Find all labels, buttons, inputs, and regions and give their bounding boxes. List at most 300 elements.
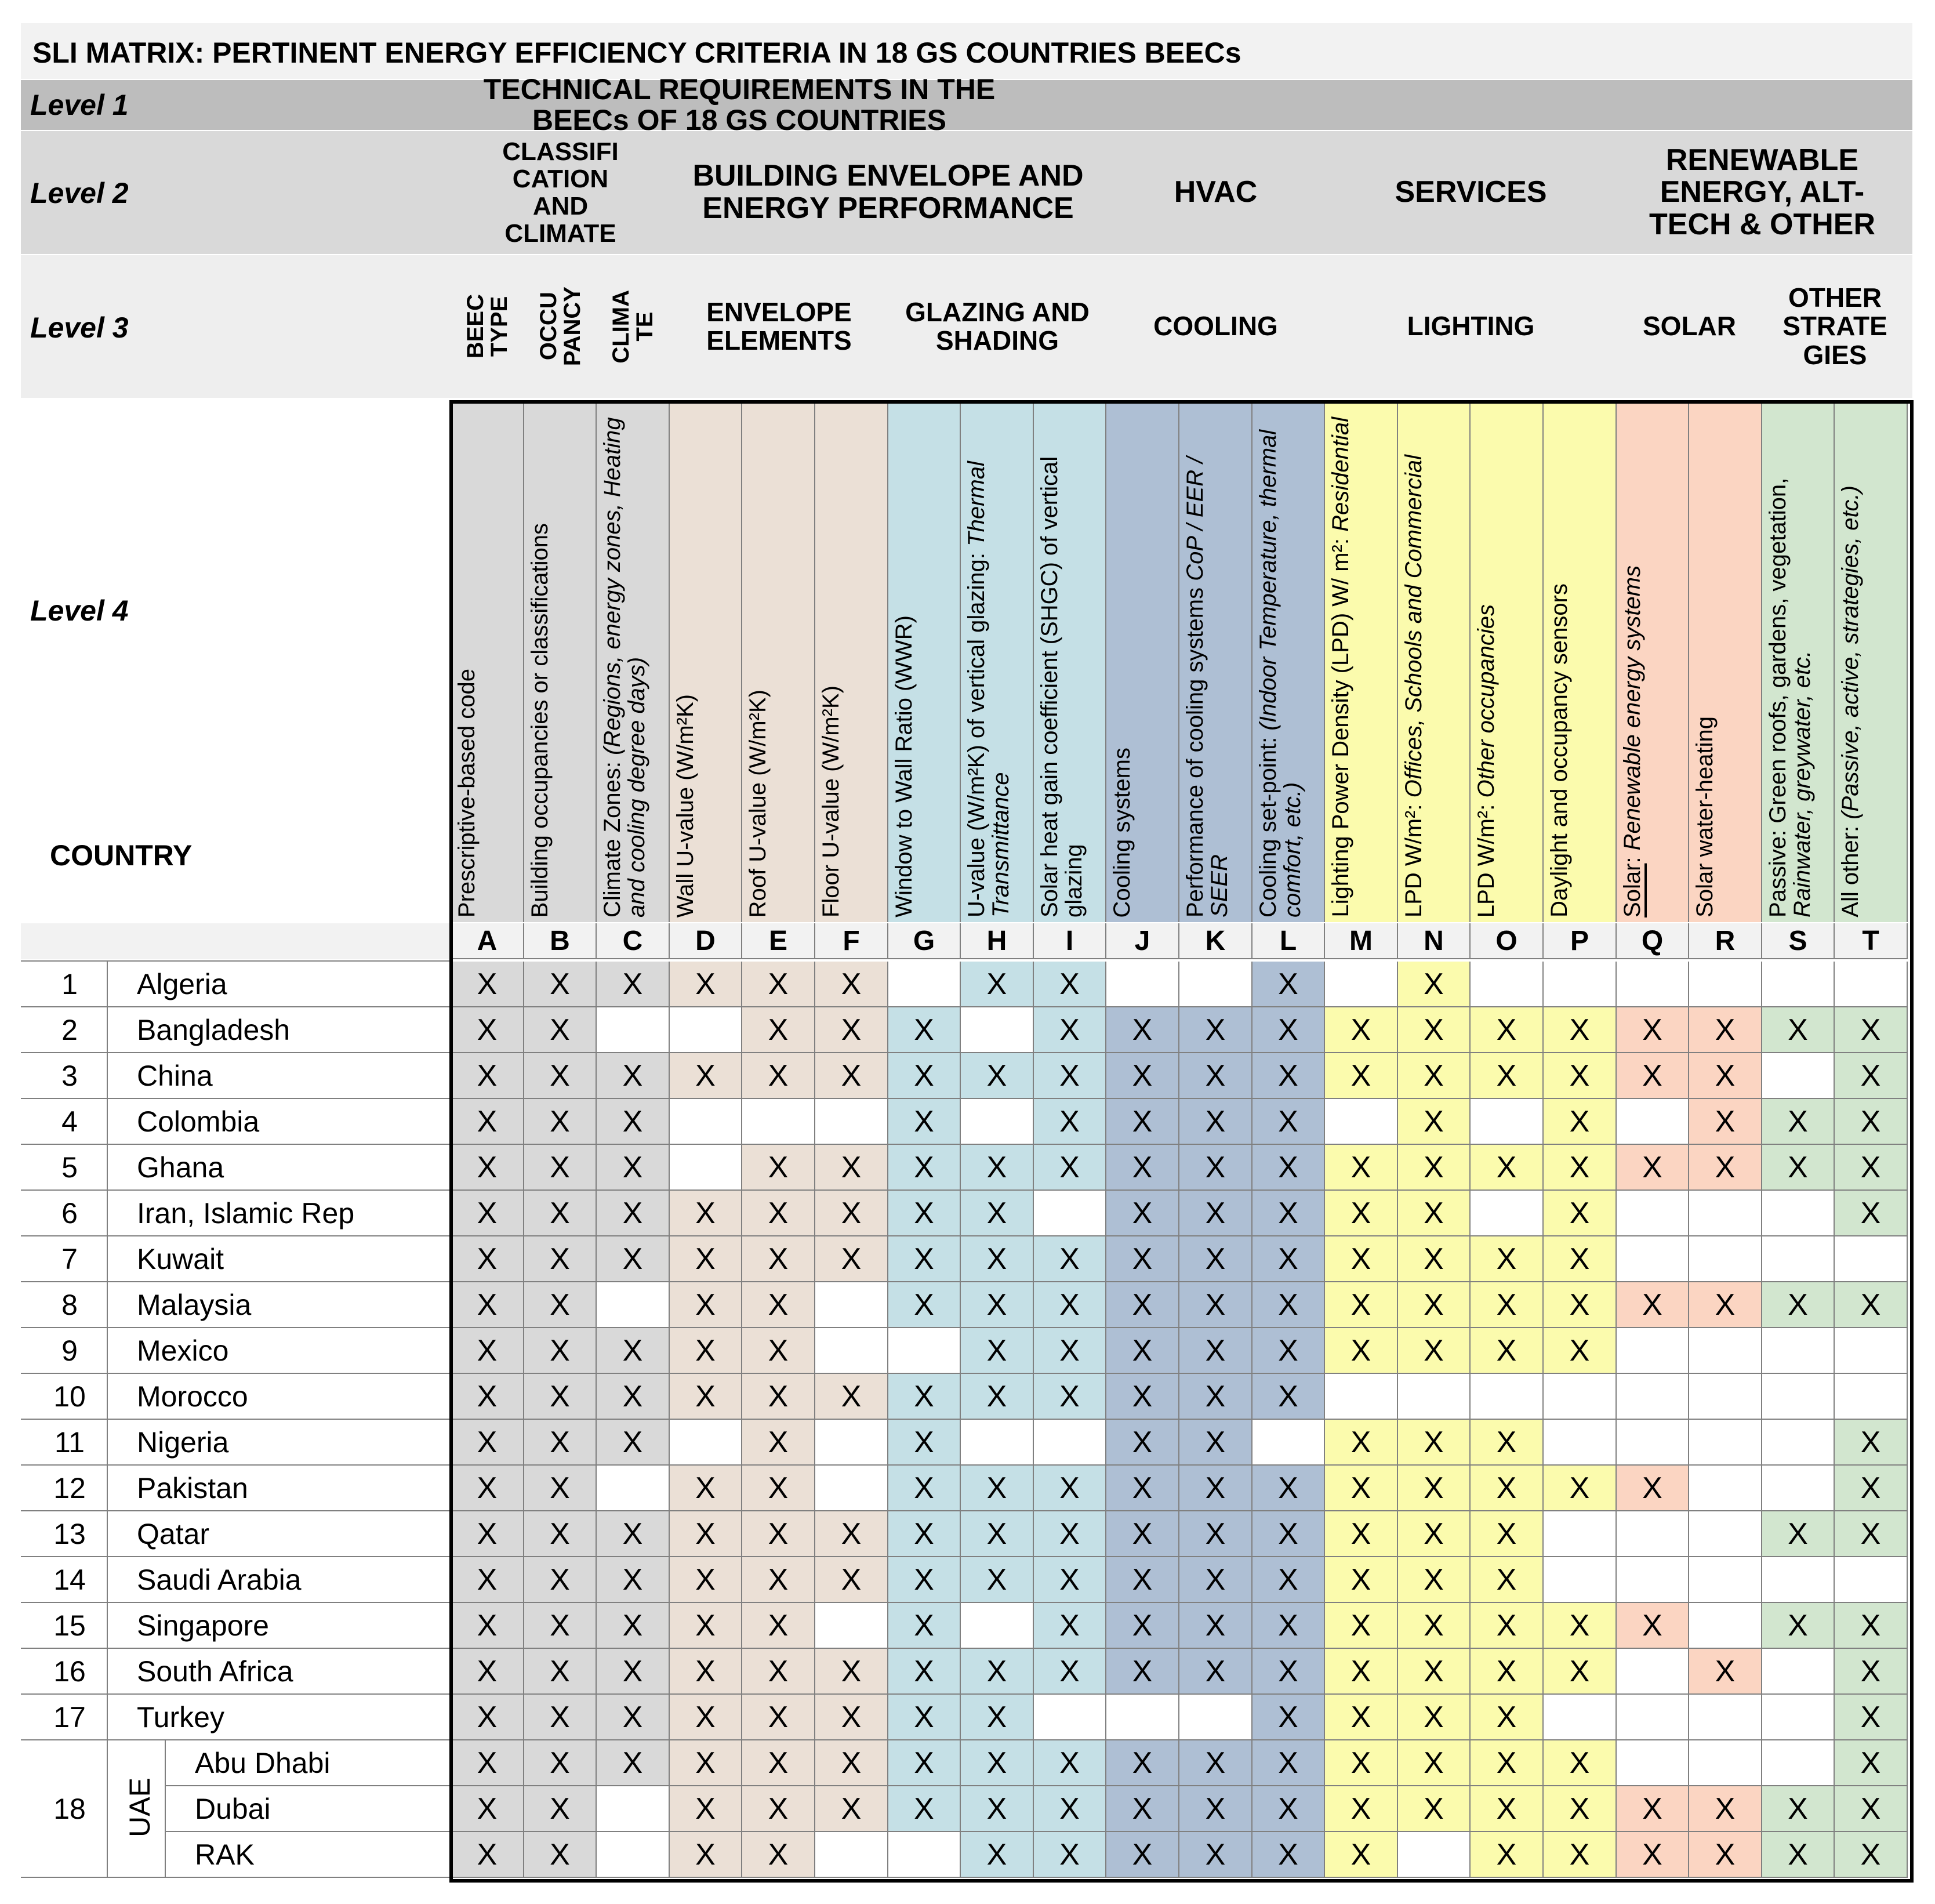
- matrix-cell: [670, 1099, 742, 1145]
- matrix-cell: [1689, 1603, 1762, 1649]
- matrix-cell: X: [1544, 1007, 1617, 1053]
- matrix-cell: X: [815, 1695, 888, 1740]
- matrix-cell: X: [1325, 1328, 1398, 1374]
- column-description-text: [1766, 407, 1814, 917]
- level3-group-header: [597, 261, 670, 392]
- matrix-cell: [1689, 1374, 1762, 1420]
- matrix-cell: X: [1034, 1053, 1106, 1099]
- matrix-cell: [1835, 1236, 1908, 1282]
- matrix-cell: X: [961, 1511, 1034, 1557]
- matrix-cell: X: [597, 1511, 670, 1557]
- matrix-cell: X: [524, 1145, 597, 1191]
- matrix-cell: X: [524, 1053, 597, 1099]
- matrix-cell: X: [451, 1511, 524, 1557]
- matrix-cell: X: [1325, 1786, 1398, 1832]
- column-letter-o: O: [1471, 923, 1544, 959]
- matrix-cell: X: [1034, 1007, 1106, 1053]
- matrix-cell: [1762, 1740, 1835, 1786]
- country-header: COUNTRY: [50, 839, 193, 872]
- matrix-cell: X: [1034, 1099, 1106, 1145]
- row-divider: [21, 1281, 451, 1282]
- matrix-cell: [597, 1007, 670, 1053]
- column-letter-s: S: [1762, 923, 1835, 959]
- matrix-cell: X: [742, 1236, 815, 1282]
- matrix-cell: X: [451, 1099, 524, 1145]
- matrix-cell: X: [670, 1649, 742, 1695]
- matrix-cell: X: [1398, 1099, 1471, 1145]
- matrix-cell: X: [1544, 1328, 1617, 1374]
- column-letter-a: A: [451, 923, 524, 959]
- matrix-cell: X: [888, 1145, 961, 1191]
- row-number: 17: [53, 1701, 86, 1733]
- matrix-cell: X: [961, 1145, 1034, 1191]
- matrix-cell: [961, 1603, 1034, 1649]
- column-description-c: [597, 400, 670, 922]
- country-name: Mexico: [137, 1334, 229, 1367]
- matrix-cell: X: [961, 1466, 1034, 1511]
- header-line: ENERGY, ALT-: [1660, 175, 1865, 209]
- column-description-text: [1474, 604, 1498, 917]
- matrix-cell: X: [1179, 1374, 1253, 1420]
- matrix-cell: X: [1617, 1832, 1689, 1878]
- matrix-cell: [1179, 962, 1253, 1007]
- matrix-cell: X: [597, 1374, 670, 1420]
- matrix-cell: [1762, 1420, 1835, 1466]
- matrix-cell: X: [1034, 1282, 1106, 1328]
- matrix-cell: X: [1106, 1557, 1179, 1603]
- matrix-cell: X: [1544, 1603, 1617, 1649]
- matrix-cell: X: [1253, 1557, 1325, 1603]
- matrix-cell: [1762, 1236, 1835, 1282]
- matrix-cell: X: [1835, 1145, 1908, 1191]
- matrix-cell: [961, 1099, 1034, 1145]
- matrix-cell: X: [524, 1007, 597, 1053]
- matrix-cell: X: [1471, 1007, 1544, 1053]
- header-line: SERVICES: [1395, 175, 1547, 209]
- column-letter-q: Q: [1617, 923, 1689, 959]
- matrix-cell: [1762, 1191, 1835, 1236]
- description-part: Floor U-value (W/m²K): [818, 685, 844, 917]
- level2-group-header: [1617, 131, 1908, 254]
- row-divider: [21, 1739, 451, 1740]
- country-name: Turkey: [137, 1701, 224, 1733]
- matrix-cell: X: [888, 1511, 961, 1557]
- header-line: CLASSIFI: [502, 137, 619, 166]
- matrix-cell: X: [1179, 1466, 1253, 1511]
- level3-vertical-text: OCCU PANCY: [535, 286, 585, 367]
- matrix-cell: X: [961, 1649, 1034, 1695]
- matrix-cell: [1471, 1374, 1544, 1420]
- description-part: Roof U-value (W/m²K): [745, 689, 771, 917]
- country-name: Morocco: [137, 1380, 248, 1413]
- column-description-text: [1402, 455, 1426, 917]
- matrix-cell: X: [888, 1695, 961, 1740]
- matrix-cell: X: [1179, 1007, 1253, 1053]
- matrix-cell: [1544, 1420, 1617, 1466]
- matrix-cell: X: [597, 962, 670, 1007]
- matrix-cell: X: [742, 1603, 815, 1649]
- matrix-cell: X: [597, 1191, 670, 1236]
- matrix-cell: X: [1398, 1007, 1471, 1053]
- matrix-cell: [1544, 962, 1617, 1007]
- matrix-cell: X: [888, 1053, 961, 1099]
- column-letter-t: T: [1835, 923, 1908, 959]
- row-divider: [21, 1464, 451, 1466]
- matrix-cell: X: [888, 1466, 961, 1511]
- matrix-cell: X: [1106, 1649, 1179, 1695]
- matrix-cell: X: [670, 1191, 742, 1236]
- column-description-o: [1471, 400, 1544, 922]
- description-part: Window to Wall Ratio (WWR): [891, 615, 917, 917]
- matrix-cell: [1689, 1328, 1762, 1374]
- description-part: Rainwater, greywater, etc.: [1789, 650, 1815, 917]
- row-number: 13: [53, 1518, 86, 1550]
- matrix-cell: X: [1179, 1557, 1253, 1603]
- level1-label: Level 1: [30, 89, 129, 121]
- matrix-cell: [1617, 1695, 1689, 1740]
- matrix-cell: X: [1471, 1053, 1544, 1099]
- row-number: 3: [61, 1060, 78, 1092]
- matrix-cell: X: [670, 1466, 742, 1511]
- matrix-cell: X: [961, 962, 1034, 1007]
- matrix-cell: X: [888, 1557, 961, 1603]
- matrix-cell: X: [1617, 1007, 1689, 1053]
- matrix-cell: X: [1398, 962, 1471, 1007]
- description-part: LPD W/m²:: [1401, 797, 1426, 917]
- matrix-cell: [1253, 1420, 1325, 1466]
- column-description-text: [746, 690, 770, 917]
- matrix-cell: X: [815, 1649, 888, 1695]
- description-part: Daylight and occupancy sensors: [1546, 583, 1572, 917]
- matrix-cell: X: [1179, 1649, 1253, 1695]
- matrix-cell: X: [1617, 1603, 1689, 1649]
- matrix-cell: [1835, 1557, 1908, 1603]
- country-name: Qatar: [137, 1518, 210, 1550]
- column-letter-n: N: [1398, 923, 1471, 959]
- matrix-cell: X: [597, 1053, 670, 1099]
- matrix-cell: [597, 1282, 670, 1328]
- matrix-cell: X: [451, 1053, 524, 1099]
- matrix-cell: X: [1689, 1099, 1762, 1145]
- column-description-m: [1325, 400, 1398, 922]
- description-part: Solar heat gain coefficient (SHGC) of vertical glazing: [1037, 456, 1087, 917]
- column-letter-m: M: [1325, 923, 1398, 959]
- header-line: STRATE: [1782, 311, 1887, 342]
- matrix-cell: X: [1471, 1420, 1544, 1466]
- header-line: CLIMATE: [504, 219, 616, 248]
- country-name: Ghana: [137, 1151, 224, 1184]
- matrix-cell: X: [815, 1740, 888, 1786]
- matrix-cell: X: [1106, 1236, 1179, 1282]
- matrix-cell: X: [742, 1740, 815, 1786]
- header-line: COOLING: [1153, 311, 1278, 342]
- matrix-cell: [1617, 1511, 1689, 1557]
- matrix-cell: X: [670, 1603, 742, 1649]
- matrix-cell: X: [888, 1099, 961, 1145]
- matrix-cell: X: [1325, 1282, 1398, 1328]
- column-description-text: [600, 407, 649, 917]
- column-description-text: [964, 407, 1013, 917]
- matrix-cell: X: [1106, 1099, 1179, 1145]
- matrix-cell: [1325, 962, 1398, 1007]
- level4-label: Level 4: [30, 594, 129, 627]
- matrix-cell: [961, 1420, 1034, 1466]
- column-letter-l: L: [1253, 923, 1325, 959]
- matrix-cell: X: [961, 1053, 1034, 1099]
- matrix-cell: X: [1544, 1099, 1617, 1145]
- matrix-cell: X: [1106, 1603, 1179, 1649]
- row-divider: [21, 1052, 451, 1053]
- description-part: Solar: [1620, 863, 1645, 917]
- description-part: (Indoor Temperature, thermal comfort, etc.): [1255, 429, 1305, 917]
- header-line: LIGHTING: [1407, 311, 1535, 342]
- matrix-cell: X: [670, 1374, 742, 1420]
- matrix-cell: X: [1471, 1557, 1544, 1603]
- matrix-cell: X: [961, 1191, 1034, 1236]
- matrix-cell: X: [524, 1374, 597, 1420]
- matrix-cell: X: [1179, 1740, 1253, 1786]
- column-description-text: [1037, 407, 1086, 917]
- column-description-i: [1034, 400, 1106, 922]
- title-bar: [21, 23, 1912, 79]
- matrix-cell: X: [1253, 1145, 1325, 1191]
- matrix-cell: [1617, 1191, 1689, 1236]
- matrix-cell: [1617, 1328, 1689, 1374]
- matrix-cell: [1689, 1557, 1762, 1603]
- matrix-cell: X: [1253, 1374, 1325, 1420]
- matrix-cell: [815, 1466, 888, 1511]
- column-description-r: [1689, 400, 1762, 922]
- matrix-cell: X: [961, 1236, 1034, 1282]
- matrix-cell: X: [742, 1007, 815, 1053]
- matrix-cell: [1689, 1695, 1762, 1740]
- matrix-cell: X: [524, 1511, 597, 1557]
- matrix-cell: X: [1471, 1145, 1544, 1191]
- matrix-cell: X: [961, 1328, 1034, 1374]
- matrix-cell: X: [1617, 1053, 1689, 1099]
- matrix-cell: X: [888, 1603, 961, 1649]
- country-name: Colombia: [137, 1105, 260, 1138]
- header-line: HVAC: [1174, 175, 1258, 209]
- matrix-cell: X: [961, 1282, 1034, 1328]
- matrix-cell: X: [1617, 1466, 1689, 1511]
- row-number: 7: [61, 1243, 78, 1275]
- matrix-cell: X: [1398, 1786, 1471, 1832]
- matrix-cell: X: [742, 1282, 815, 1328]
- matrix-cell: [670, 1420, 742, 1466]
- description-part: U-value (W/m²K) of vertical glazing:: [964, 546, 989, 917]
- header-line: AND: [532, 192, 589, 220]
- header-line: ENERGY PERFORMANCE: [702, 191, 1074, 225]
- matrix-cell: X: [597, 1328, 670, 1374]
- matrix-cell: X: [1325, 1649, 1398, 1695]
- matrix-cell: X: [1253, 1466, 1325, 1511]
- matrix-cell: X: [888, 1740, 961, 1786]
- matrix-cell: X: [1617, 1282, 1689, 1328]
- matrix-cell: X: [1034, 1374, 1106, 1420]
- country-name: Bangladesh: [137, 1014, 291, 1046]
- matrix-cell: X: [1471, 1695, 1544, 1740]
- matrix-cell: X: [1835, 1099, 1908, 1145]
- matrix-cell: X: [524, 1740, 597, 1786]
- matrix-cell: [1762, 1649, 1835, 1695]
- matrix-cell: X: [1398, 1282, 1471, 1328]
- matrix-cell: X: [888, 1786, 961, 1832]
- column-description-d: [670, 400, 742, 922]
- matrix-cell: X: [524, 1191, 597, 1236]
- matrix-cell: X: [1835, 1282, 1908, 1328]
- matrix-cell: X: [888, 1420, 961, 1466]
- matrix-cell: [1471, 962, 1544, 1007]
- matrix-cell: X: [1762, 1007, 1835, 1053]
- matrix-cell: X: [1034, 1557, 1106, 1603]
- description-part: Renewable energy systems: [1620, 565, 1645, 851]
- matrix-cell: X: [1544, 1649, 1617, 1695]
- matrix-cell: X: [1398, 1511, 1471, 1557]
- matrix-cell: X: [670, 1740, 742, 1786]
- column-description-text: [819, 686, 843, 917]
- matrix-cell: X: [1835, 1007, 1908, 1053]
- matrix-cell: X: [524, 1603, 597, 1649]
- column-description-text: [455, 669, 479, 917]
- matrix-cell: X: [1179, 1145, 1253, 1191]
- matrix-cell: X: [670, 1282, 742, 1328]
- matrix-cell: X: [815, 1191, 888, 1236]
- matrix-cell: X: [888, 1374, 961, 1420]
- page-title: SLI MATRIX: PERTINENT ENERGY EFFICIENCY CRITERIA IN 18 GS COUNTRIES BEECs: [32, 37, 1241, 69]
- matrix-cell: [1544, 1695, 1617, 1740]
- row-number: 11: [55, 1426, 85, 1459]
- matrix-cell: X: [1398, 1236, 1471, 1282]
- matrix-cell: X: [1835, 1603, 1908, 1649]
- matrix-cell: X: [597, 1236, 670, 1282]
- matrix-cell: X: [451, 1557, 524, 1603]
- matrix-cell: X: [524, 1786, 597, 1832]
- country-name: South Africa: [137, 1655, 293, 1688]
- matrix-cell: X: [961, 1695, 1034, 1740]
- matrix-cell: X: [815, 1374, 888, 1420]
- matrix-cell: X: [1471, 1649, 1544, 1695]
- column-description-text: [1693, 716, 1717, 917]
- matrix-cell: X: [1544, 1740, 1617, 1786]
- matrix-cell: [1689, 962, 1762, 1007]
- matrix-cell: [1617, 1740, 1689, 1786]
- matrix-cell: X: [1544, 1236, 1617, 1282]
- matrix-cell: X: [451, 1282, 524, 1328]
- matrix-cell: X: [961, 1786, 1034, 1832]
- row-divider: [165, 1785, 451, 1786]
- matrix-cell: X: [524, 1557, 597, 1603]
- matrix-cell: X: [1762, 1282, 1835, 1328]
- matrix-cell: X: [1253, 1603, 1325, 1649]
- matrix-cell: [815, 1603, 888, 1649]
- matrix-cell: X: [961, 1374, 1034, 1420]
- matrix-cell: X: [1689, 1145, 1762, 1191]
- level1-header: [449, 72, 1029, 136]
- matrix-cell: X: [742, 1420, 815, 1466]
- matrix-cell: X: [597, 1420, 670, 1466]
- matrix-cell: [1762, 1557, 1835, 1603]
- row-number: 4: [61, 1105, 78, 1138]
- matrix-cell: X: [1325, 1832, 1398, 1878]
- matrix-cell: X: [670, 1695, 742, 1740]
- matrix-cell: X: [742, 1649, 815, 1695]
- matrix-cell: [1544, 1374, 1617, 1420]
- matrix-cell: X: [1544, 1191, 1617, 1236]
- matrix-cell: X: [524, 1649, 597, 1695]
- description-part: Cooling systems: [1109, 747, 1135, 917]
- matrix-cell: X: [1034, 1145, 1106, 1191]
- matrix-cell: X: [1835, 1832, 1908, 1878]
- column-letter-p: P: [1544, 923, 1617, 959]
- matrix-cell: X: [597, 1695, 670, 1740]
- matrix-cell: [1689, 1236, 1762, 1282]
- matrix-cell: X: [670, 1557, 742, 1603]
- column-letter-r: R: [1689, 923, 1762, 959]
- matrix-cell: X: [670, 1832, 742, 1878]
- matrix-cell: [1398, 1374, 1471, 1420]
- matrix-cell: [1762, 1374, 1835, 1420]
- row-divider: [21, 1556, 451, 1557]
- matrix-cell: X: [1179, 1786, 1253, 1832]
- matrix-cell: [815, 1420, 888, 1466]
- matrix-cell: X: [1471, 1511, 1544, 1557]
- description-part: Solar water-heating: [1692, 716, 1718, 917]
- matrix-cell: X: [524, 1466, 597, 1511]
- matrix-cell: X: [1034, 1786, 1106, 1832]
- column-description-text: [892, 615, 916, 917]
- matrix-cell: X: [1762, 1145, 1835, 1191]
- description-part: Wall U-value (W/m²K): [673, 694, 698, 917]
- matrix-cell: X: [1034, 1740, 1106, 1786]
- matrix-cell: X: [597, 1099, 670, 1145]
- matrix-cell: X: [888, 1007, 961, 1053]
- matrix-cell: X: [1034, 1649, 1106, 1695]
- row-number: 10: [53, 1380, 86, 1413]
- matrix-cell: X: [1617, 1786, 1689, 1832]
- column-description-text: [1838, 485, 1863, 917]
- level1-header-text: TECHNICAL REQUIREMENTS IN THE BEECs OF 18 GS COUNTRIES: [483, 72, 996, 136]
- matrix-cell: [1762, 962, 1835, 1007]
- header-line: BUILDING ENVELOPE AND: [692, 159, 1084, 193]
- matrix-cell: X: [815, 1007, 888, 1053]
- matrix-cell: X: [742, 1511, 815, 1557]
- header-line: OTHER: [1788, 282, 1882, 313]
- matrix-cell: X: [1835, 1740, 1908, 1786]
- column-description-text: [1547, 583, 1571, 917]
- description-part: Passive: Green roofs, gardens, vegetation,: [1765, 477, 1791, 917]
- description-part: Other occupancies: [1473, 604, 1499, 798]
- matrix-cell: [1689, 1191, 1762, 1236]
- matrix-cell: X: [742, 1328, 815, 1374]
- column-letter-i: I: [1034, 923, 1106, 959]
- header-line: ELEMENTS: [706, 325, 852, 356]
- matrix-cell: [1762, 1053, 1835, 1099]
- matrix-cell: X: [1106, 1420, 1179, 1466]
- matrix-cell: X: [1325, 1557, 1398, 1603]
- row-number: 8: [61, 1289, 78, 1321]
- country-name: Kuwait: [137, 1243, 224, 1275]
- matrix-cell: [1179, 1695, 1253, 1740]
- level3-vertical-text: BEEC TYPE: [463, 294, 512, 359]
- matrix-cell: X: [1253, 962, 1325, 1007]
- header-line: GLAZING AND: [905, 296, 1090, 327]
- matrix-cell: X: [451, 1420, 524, 1466]
- column-description-g: [888, 400, 961, 922]
- matrix-cell: X: [888, 1236, 961, 1282]
- matrix-cell: X: [1325, 1236, 1398, 1282]
- header-line: SHADING: [935, 325, 1059, 356]
